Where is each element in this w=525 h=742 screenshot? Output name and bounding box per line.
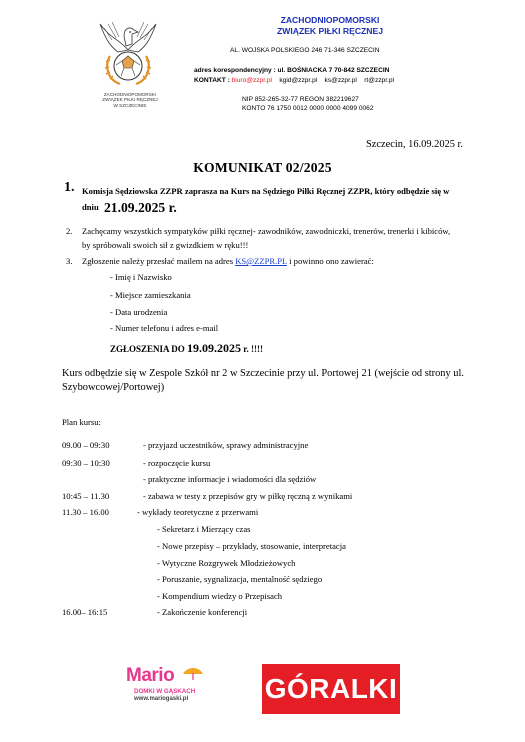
deadline-date: 19.09.2025: [187, 341, 242, 355]
item3-pre: Zgłoszenie należy przesłać mailem na adres: [82, 256, 236, 266]
organization-name-line1: ZACHODNIOPOMORSKI: [280, 15, 380, 25]
deadline-tail: r. !!!!: [241, 344, 263, 354]
deadline: [110, 341, 263, 356]
venue-paragraph: Kurs odbędzie się w Zespole Szkół nr 2 w Szczecinie przy ul. Portowej 21 (wejście od strony ul. Szybowcowej/Portowej): [62, 368, 464, 394]
mario-website[interactable]: www.mariogaski.pl: [134, 696, 189, 702]
signup-email-link[interactable]: KS@ZZPR.PL: [235, 256, 287, 266]
course-date: 21.09.2025 r.: [104, 200, 177, 215]
contact-label: KONTAKT :: [194, 77, 232, 84]
schedule-desc: - przyjazd uczestników, sprawy administracyjne: [143, 440, 309, 450]
mario-subtitle: DOMKI W GĄSKACH: [134, 688, 196, 695]
document-title: KOMUNIKAT 02/2025: [193, 160, 332, 175]
item1-number: 1.: [64, 180, 75, 195]
requirement-item: - Data urodzenia: [110, 307, 168, 317]
header-nip-regon: NIP 852-265-32-77 REGON 382219627: [242, 96, 359, 103]
schedule-desc: - zabawa w testy z przepisów gry w piłkę ręczną z wynikami: [143, 491, 353, 501]
logo-caption: [80, 92, 180, 108]
requirement-item: - Imię i Nazwisko: [110, 272, 172, 282]
organization-name-line2: ZWIĄZEK PIŁKI RĘCZNEJ: [277, 26, 383, 36]
sponsor-goralki-logo: GÓRALKI: [262, 664, 400, 714]
schedule-time: 11.30 – 16.00: [62, 507, 109, 517]
deadline-label: ZGŁOSZENIA DO: [110, 344, 188, 354]
header-correspondence: [194, 67, 389, 74]
schedule-time: 09.00 – 09:30: [62, 440, 110, 450]
logo-caption-line: W SZCZECINIE: [113, 102, 147, 108]
schedule-desc: - Sekretarz i Mierzący czas: [157, 524, 251, 534]
document-date: Szczecin, 16.09.2025 r.: [366, 139, 463, 150]
item3-number: 3.: [66, 256, 73, 266]
contact-email-ks[interactable]: ks@zzpr.pl: [324, 77, 357, 84]
item2-line2: by spróbowali swoich sił z gwizdkiem w ręku!!!: [82, 240, 249, 250]
contact-email-biuro[interactable]: biuro@zzpr.pl: [231, 77, 273, 84]
schedule-desc: - Kompendium wiedzy o Przepisach: [157, 591, 283, 601]
logo-caption-line: ZACHODNIOPOMORSKI: [103, 92, 157, 97]
correspondence-value: BOŚNIACKA 7 70-842 SZCZECIN: [287, 67, 390, 74]
header-contact: [194, 77, 394, 84]
contact-email-rt[interactable]: rt@zzpr.pl: [364, 77, 395, 84]
header-account: KONTO 76 1750 0012 0000 0000 4099 0062: [242, 105, 374, 112]
schedule-time: 16.00– 16:15: [62, 607, 108, 617]
organization-name: [260, 15, 400, 37]
schedule-desc: - wykłady teoretyczne z przerwami: [137, 507, 259, 517]
requirement-item: - Numer telefonu i adres e-mail: [110, 323, 219, 333]
sponsor-mario-logo: [126, 665, 238, 715]
schedule-desc: - Poruszanie, sygnalizacja, mentalność sędziego: [157, 574, 323, 584]
plan-title: Plan kursu:: [62, 417, 101, 427]
schedule-time: 10:45 – 11.30: [62, 491, 110, 501]
umbrella-icon: [182, 665, 204, 681]
mario-wordmark: Mario: [126, 665, 175, 686]
requirement-item: - Miejsce zamieszkania: [110, 290, 191, 300]
schedule-time: 09:30 – 10:30: [62, 458, 110, 468]
logo-caption-line: ZWIĄZEK PIŁKI RĘCZNEJ: [102, 97, 158, 103]
item3-post: i powinno ono zawierać:: [286, 256, 374, 266]
contact-email-kgid[interactable]: kgid@zzpr.pl: [279, 77, 318, 84]
schedule-desc: - Wytyczne Rozgrywek Młodzieżowych: [157, 558, 296, 568]
schedule-desc: - Nowe przepisy – przykłady, stosowanie, interpretacja: [157, 541, 346, 551]
schedule-desc: - Zakończenie konferencji: [157, 607, 248, 617]
schedule-desc: - praktyczne informacje i wiadomości dla sędziów: [143, 474, 317, 484]
item2-number: 2.: [66, 226, 73, 236]
eagle-ball-emblem-icon: [92, 10, 164, 92]
item1-dniu: dniu: [82, 202, 99, 212]
schedule-desc: - rozpoczęcie kursu: [143, 458, 211, 468]
item3-text: [82, 256, 374, 266]
item2-line1: Zachęcamy wszystkich sympatyków piłki ręcznej- zawodników, zawodniczki, trenerów, trenerki i kibiców,: [82, 226, 451, 236]
item1-text: Komisja Sędziowska ZZPR zaprasza na Kurs na Sędziego Piłki Ręcznej ZZPR, który odbędzie się w: [82, 186, 450, 196]
correspondence-label: adres korespondencyjny : ul.: [194, 67, 288, 74]
header-address: AL. WOJSKA POLSKIEGO 246 71-346 SZCZECIN: [230, 47, 380, 54]
